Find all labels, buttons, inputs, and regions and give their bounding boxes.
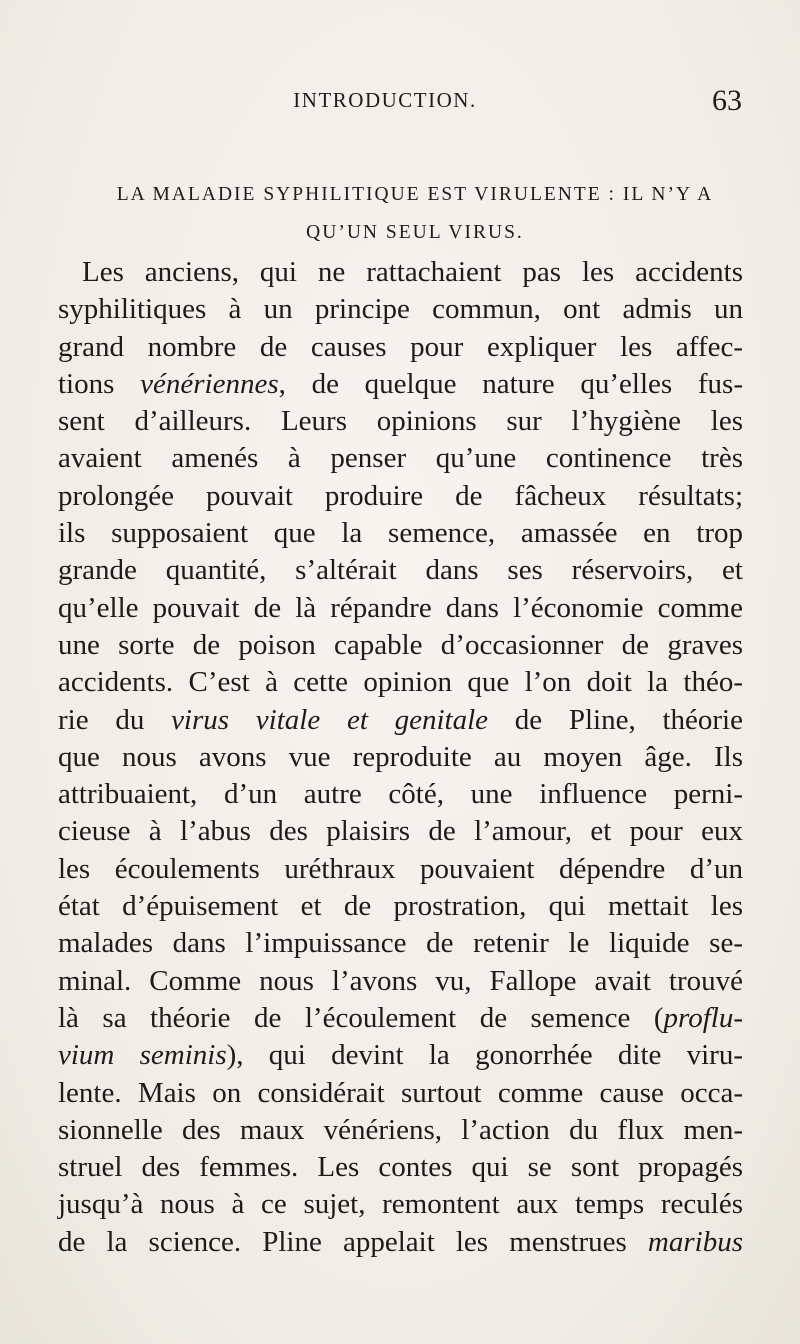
text-line (58, 664, 743, 701)
italic-text: vium seminis (58, 1039, 227, 1072)
page-number: 63 (712, 84, 742, 117)
text-run: une sorte de poison capable d’occasionner de graves (58, 628, 743, 661)
text-line (58, 739, 743, 776)
text-run: ), qui devint la gonorrhée dite viru- (226, 1039, 744, 1072)
text-run: tions (58, 367, 141, 400)
text-line (58, 813, 743, 850)
text-run: de Pline, théorie (488, 703, 743, 736)
italic-text: vénériennes (140, 367, 279, 400)
section-heading-line: LA MALADIE SYPHILITIQUE EST VIRULENTE : IL N’Y A (116, 184, 714, 205)
text-line (58, 1224, 743, 1261)
text-run: de la science. Pline appelait les menstrues (58, 1225, 648, 1258)
text-line (58, 776, 743, 813)
text-line (58, 1075, 743, 1112)
text-line (58, 702, 743, 739)
text-line (58, 925, 743, 962)
text-line (58, 1186, 743, 1223)
text-line (58, 1112, 743, 1149)
text-line (58, 1000, 743, 1037)
running-head (0, 84, 800, 124)
text-line (58, 291, 743, 328)
text-line (58, 851, 743, 888)
italic-text: virus vitale et genitale (171, 703, 489, 736)
body-paragraph (58, 254, 743, 1261)
text-line (58, 478, 743, 515)
text-run: qu’elle pouvait de là répandre dans l’économie comme (58, 591, 743, 624)
text-line (58, 440, 743, 477)
text-run: jusqu’à nous à ce sujet, remontent aux temps reculés (58, 1188, 743, 1221)
text-line (58, 627, 743, 664)
text-run: avaient amenés à penser qu’une continence très (58, 442, 743, 475)
text-run: rie du (58, 703, 172, 736)
text-run: ils supposaient que la semence, amassée en trop (58, 517, 743, 550)
text-line (58, 888, 743, 925)
text-run: syphilitiques à un principe commun, ont admis un (58, 293, 743, 326)
text-run: état d’épuisement et de prostration, qui mettait les (58, 890, 743, 923)
text-line (58, 963, 743, 1000)
text-run: là sa théorie de l’écoulement de semence ( (58, 1001, 664, 1034)
text-run: les écoulements uréthraux pouvaient dépendre d’un (58, 852, 743, 885)
text-run: lente. Mais on considérait surtout comme cause occa- (58, 1076, 743, 1109)
text-run: sent d’ailleurs. Leurs opinions sur l’hygiène les (58, 405, 743, 438)
text-run: que nous avons vue reproduite au moyen âge. Ils (58, 740, 743, 773)
text-line (58, 366, 743, 403)
italic-text: proflu- (663, 1001, 743, 1034)
section-heading (70, 176, 760, 252)
text-run: struel des femmes. Les contes qui se sont propagés (58, 1151, 743, 1184)
text-line (58, 329, 743, 366)
text-run: grande quantité, s’altérait dans ses réservoirs, et (58, 554, 743, 587)
text-run: , de quelque nature qu’elles fus- (278, 367, 743, 400)
text-line (58, 1037, 743, 1074)
text-run: grand nombre de causes pour expliquer les affec- (58, 330, 743, 363)
text-run: minal. Comme nous l’avons vu, Fallope avait trouvé (58, 964, 743, 997)
text-run: attribuaient, d’un autre côté, une influence perni- (58, 778, 743, 811)
text-line (58, 403, 743, 440)
text-run: sionnelle des maux vénériens, l’action du flux men- (58, 1113, 743, 1146)
running-title: INTRODUCTION. (293, 88, 477, 112)
text-line (58, 1149, 743, 1186)
text-run: prolongée pouvait produire de fâcheux résultats; (58, 479, 743, 512)
text-run: malades dans l’impuissance de retenir le liquide se- (58, 927, 743, 960)
text-line (58, 254, 743, 291)
text-run: Les anciens, qui ne rattachaient pas les accidents (82, 256, 743, 288)
text-line (58, 552, 743, 589)
text-run: cieuse à l’abus des plaisirs de l’amour, et pour eux (58, 815, 743, 848)
italic-text: maribus (647, 1225, 743, 1258)
text-line (58, 515, 743, 552)
text-run: accidents. C’est à cette opinion que l’on doit la théo- (58, 666, 743, 699)
text-line (58, 590, 743, 627)
section-heading-line: QU’UN SEUL VIRUS. (306, 222, 524, 243)
